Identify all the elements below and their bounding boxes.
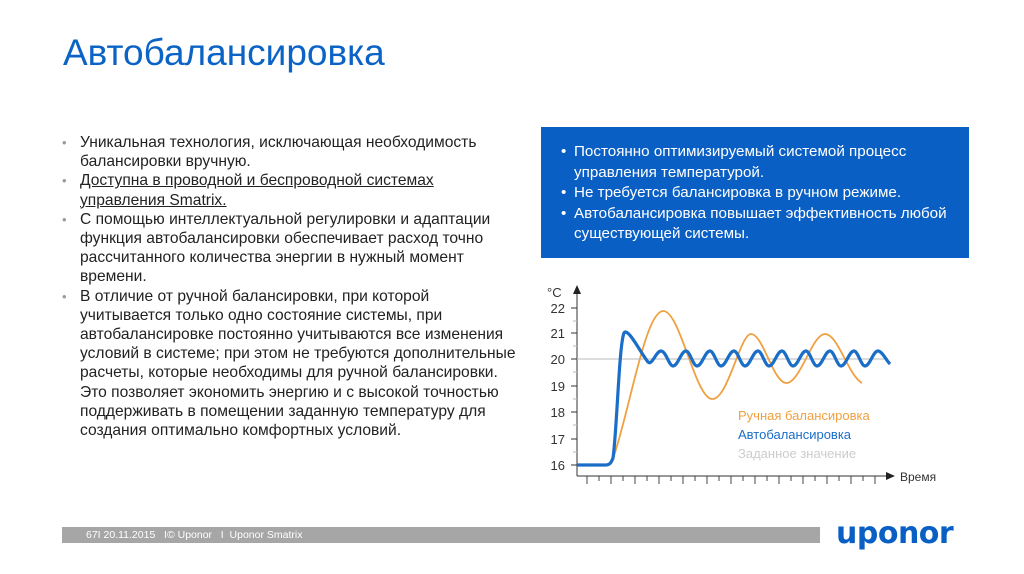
highlight-text: Не требуется балансировка в ручном режиме. <box>574 184 902 201</box>
bullet-text: В отличие от ручной балансировки, при которой учитывается только одно состояние системы, при автобалансировке постоянно учитываются все изменения условий в системе; при этом не требуются дополнительные расчеты, которые необходимы для ручной балансировки. Это позволяет экономить энергию и с высокой точностью поддерживать в помещении заданную температуру для создания оптимально комфортных условий. <box>80 287 516 440</box>
highlight-item <box>561 183 953 204</box>
x-axis-label: Время <box>900 470 937 484</box>
y-axis-arrow-icon <box>573 285 581 294</box>
bullet-item <box>60 133 520 171</box>
highlight-text: Автобалансировка повышает эффективность любой существующей системы. <box>574 204 947 242</box>
uponor-logo: uponor <box>836 516 954 551</box>
slide-title: Автобалансировка <box>63 32 385 73</box>
y-tick-label: 16 <box>550 458 565 473</box>
bullet-icon: • <box>561 184 567 201</box>
bullet-icon: • <box>62 135 67 150</box>
highlight-item <box>561 142 953 183</box>
y-tick-label: 18 <box>550 405 565 420</box>
y-tick-label: 20 <box>550 352 565 367</box>
bullet-text: Уникальная технология, исключающая необходимость балансировки вручную. <box>80 134 477 171</box>
bullet-icon: • <box>62 211 67 227</box>
footer-text: 67I 20.11.2015 I© Uponor I Uponor Smatrix <box>86 529 303 541</box>
legend-setpoint: Заданное значение <box>738 446 857 461</box>
bullet-text: С помощью интеллектуальной регулировки и адаптации функция автобалансировки обеспечивает расход точно рассчитанного количества энергии в нужный момент времени. <box>80 210 491 286</box>
x-ticks <box>587 476 875 484</box>
bullet-item <box>60 210 520 287</box>
left-bullet-list <box>60 133 520 440</box>
y-tick-label: 22 <box>550 301 565 316</box>
x-axis-arrow-icon <box>886 472 895 480</box>
bullet-icon: • <box>62 173 67 189</box>
bullet-icon: • <box>561 143 567 160</box>
bullet-icon: • <box>561 204 567 222</box>
y-tick-label: 17 <box>550 432 565 447</box>
y-major-ticks <box>571 308 577 465</box>
legend-manual: Ручная балансировка <box>738 408 870 423</box>
bullet-item <box>60 171 520 209</box>
bullet-item <box>60 287 520 441</box>
bullet-text-underlined: Доступна в проводной и беспроводной системах управления Smatrix. <box>80 172 434 209</box>
highlight-box <box>541 127 969 258</box>
y-unit-label: °C <box>547 285 562 300</box>
temperature-chart <box>530 270 960 500</box>
y-tick-label: 21 <box>550 326 565 341</box>
legend-auto: Автобалансировка <box>738 427 852 442</box>
y-tick-label: 19 <box>550 379 565 394</box>
highlight-item <box>561 204 953 245</box>
highlight-text: Постоянно оптимизируемый системой процесс управления температурой. <box>574 143 907 181</box>
bullet-icon: • <box>62 288 67 304</box>
